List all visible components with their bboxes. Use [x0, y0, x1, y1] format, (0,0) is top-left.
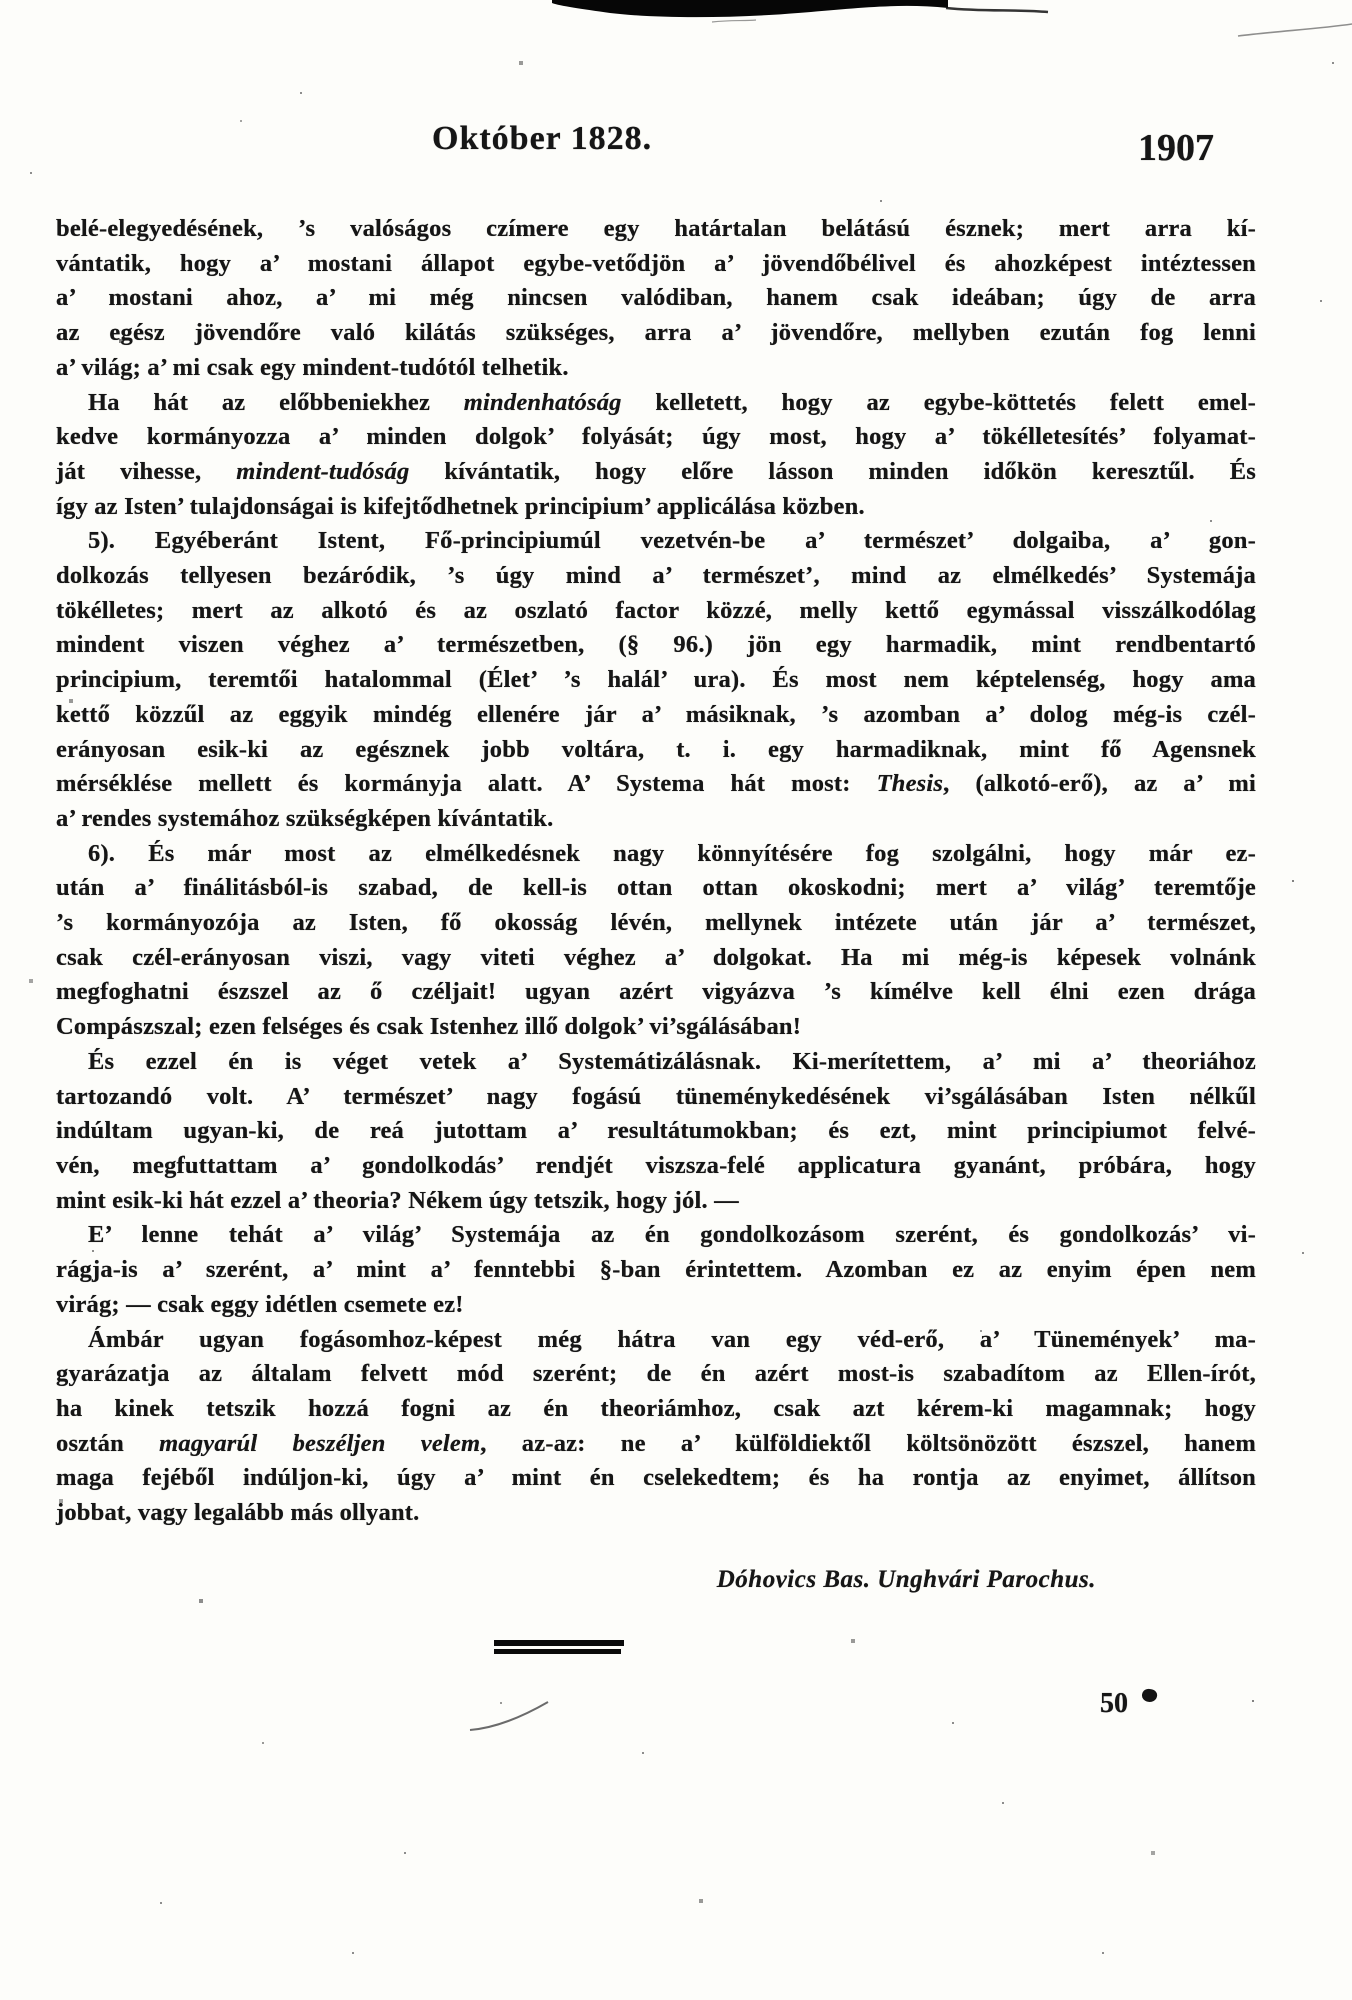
text-segment: gyarázatja az általam felvett mód szerént; de én azért most-is szabadítom az Ellen-írót, — [56, 1360, 1256, 1388]
text-line — [56, 698, 1256, 733]
text-line — [56, 1114, 1256, 1149]
text-line — [56, 420, 1256, 455]
text-line — [56, 1323, 1256, 1358]
text-line — [56, 1149, 1256, 1184]
paragraph — [56, 1045, 1256, 1219]
text-segment: ’s kormányozója az Isten, fő okosság lévén, mellynek intézete után jár a’ természet, — [56, 909, 1256, 937]
paragraph — [56, 386, 1256, 525]
text-segment: 6). És már most az elmélkedésnek nagy könnyítésére fog szolgálni, hogy már ez- — [88, 839, 1256, 867]
author-signature: Dóhovics Bas. Unghvári Parochus. — [716, 1566, 1096, 1593]
text-segment: kelletett, hogy az egybe-köttetés felett emel- — [621, 388, 1256, 416]
text-segment: E’ lenne tehát a’ világ’ Systemája az én gondolkozásom szerént, és gondolkozás’ vi- — [88, 1221, 1256, 1249]
text-segment: csak czél-erányosan viszi, vagy viteti véghez a’ dolgokat. Ha mi még-is képesek volnánk — [56, 943, 1256, 971]
text-line — [56, 1496, 1256, 1531]
text-segment: ját vihesse, — [56, 457, 237, 485]
text-segment: kettő közzűl az eggyik mindég ellenére jár a’ másiknak, ’s azomban a’ dolog még-is czél- — [56, 700, 1256, 728]
text-segment: tartozandó volt. A’ természet’ nagy fogású tüneménykedésének vi’sgálásában Isten nélkűl — [56, 1082, 1256, 1110]
text-line — [56, 455, 1256, 490]
text-segment: Compászszal; ezen felséges és csak Istenhez illő dolgok’ vi’sgálásában! — [56, 1013, 802, 1041]
page-number: 1907 — [1138, 127, 1214, 169]
end-of-article-rule — [494, 1640, 624, 1654]
rule-bar — [494, 1649, 621, 1654]
text-segment: a’ mostani ahoz, a’ mi még nincsen valódiban, hanem csak ideában; úgy de arra — [56, 284, 1256, 312]
text-line — [56, 490, 1256, 525]
paragraph — [56, 837, 1256, 1045]
text-segment: , az-az: ne a’ külföldiektől költsönözött észszel, hanem — [480, 1429, 1256, 1457]
paragraph — [56, 524, 1256, 836]
scan-artifact-swoosh — [0, 1690, 700, 1750]
paragraph — [56, 1323, 1256, 1531]
text-line — [56, 906, 1256, 941]
text-segment: belé-elegyedésének, ’s valóságos czímere egy határtalan belátású észnek; mert arra kí- — [56, 215, 1256, 242]
text-line — [56, 1427, 1256, 1462]
text-segment: vántatik, hogy a’ mostani állapot egybe-vetődjön a’ jövendőbélivel és ahozképest intéztessen — [56, 249, 1256, 277]
text-line — [56, 802, 1256, 837]
text-segment: Ha hát az előbbeniekhez — [88, 388, 464, 416]
italic-text-segment: Thesis — [876, 770, 944, 798]
text-segment: principium, teremtői hatalommal (Élet’ ’s halál’ ura). És most nem képtelenség, hogy ama — [56, 666, 1256, 694]
text-segment: erányosan esik-ki az egésznek jobb voltára, t. i. egy harmadiknak, mint fő Agensnek — [56, 735, 1256, 763]
text-segment: És ezzel én is véget vetek a’ Systemátizálásnak. Ki-merítettem, a’ mi a’ theoriához — [88, 1047, 1256, 1075]
text-segment: az egész jövendőre való kilátás szükséges, arra a’ jövendőre, mellyben ezután fog lenni — [56, 319, 1256, 347]
text-line — [56, 767, 1256, 802]
text-line — [56, 663, 1256, 698]
text-line — [56, 975, 1256, 1010]
text-line — [56, 559, 1256, 594]
text-segment: osztán — [56, 1429, 160, 1457]
ink-blob-icon — [1141, 1688, 1158, 1704]
sheet-number: 50 — [1100, 1688, 1128, 1719]
text-segment: így az Isten’ tulajdonságai is kifejtődhetnek principium’ applicálása közben. — [56, 492, 865, 520]
text-segment: 5). Egyéberánt Istent, Fő-principiumúl vezetvén-be a’ természet’ dolgaiba, a’ gon- — [88, 527, 1256, 555]
text-segment: mint esik-ki hát ezzel a’ theoria? Nékem úgy tetszik, hogy jól. — — [56, 1186, 739, 1214]
text-segment: mérséklése mellett és kormányja alatt. A’ Systema hát most: — [56, 770, 877, 798]
text-line — [56, 1461, 1256, 1496]
text-line — [56, 941, 1256, 976]
text-segment: mindent viszen véghez a’ természetben, (§ 96.) jön egy harmadik, mint rendbentartó — [56, 631, 1256, 659]
rule-bar — [494, 1640, 624, 1646]
scan-speckles — [0, 0, 2, 2]
text-line — [56, 281, 1256, 316]
text-segment: kívántatik, hogy előre lásson minden időkön keresztűl. És — [409, 457, 1257, 485]
text-line — [56, 871, 1256, 906]
text-line — [56, 1392, 1256, 1427]
sheet-signature-mark — [1100, 1688, 1157, 1720]
text-segment: jobbat, vagy legalább más ollyant. — [56, 1499, 420, 1527]
text-segment: a’ világ; a’ mi csak egy mindent-tudótól telhetik. — [56, 353, 569, 381]
text-line — [56, 351, 1256, 386]
italic-text-segment: mindent-tudóság — [236, 457, 410, 485]
text-segment: tökélletes; mert az alkotó és az oszlató factor közzé, melly kettő egymással visszálkodólag — [56, 596, 1256, 624]
text-line — [56, 1218, 1256, 1253]
text-segment: megfoghatni észszel az ő czéljait! ugyan azért vigyázva ’s kímélve kell élni ezen drága — [56, 978, 1256, 1006]
text-line — [56, 733, 1256, 768]
text-segment: , (alkotó-erő), az a’ mi — [943, 770, 1257, 798]
page-title: Október 1828. — [432, 120, 653, 157]
text-line — [56, 212, 1256, 247]
text-segment: dolkozás tellyesen bezáródik, ’s úgy mind a’ természet’, mind az elmélkedés’ Systemája — [56, 562, 1256, 590]
text-line — [56, 1253, 1256, 1288]
text-segment: maga fejéből indúljon-ki, úgy a’ mint én cselekedtem; és ha rontja az enyimet, állítson — [56, 1464, 1256, 1492]
scan-artifact-top-edge — [0, 0, 1352, 60]
text-segment: rágja-is a’ szerént, a’ mint a’ fenntebbi §-ban érintettem. Azomban ez az enyim épen nem — [56, 1256, 1256, 1284]
text-line — [56, 628, 1256, 663]
text-segment: virág; — csak eggy idétlen csemete ez! — [56, 1290, 464, 1318]
text-line — [56, 524, 1256, 559]
text-line — [56, 837, 1256, 872]
text-line — [56, 247, 1256, 282]
text-column — [56, 212, 1256, 1531]
paragraph — [56, 212, 1256, 386]
text-segment: vén, megfuttattam a’ gondolkodás’ rendjét viszsza-felé applicatura gyanánt, próbára, hogy — [56, 1151, 1256, 1179]
italic-text-segment: magyarúl beszéljen velem — [159, 1429, 481, 1457]
text-line — [56, 1045, 1256, 1080]
text-line — [56, 386, 1256, 421]
text-line — [56, 316, 1256, 351]
italic-text-segment: mindenhatóság — [463, 388, 622, 416]
text-segment: után a’ finálitásból-is szabad, de kell-is ottan ottan okoskodni; mert a’ világ’ teremtője — [56, 874, 1256, 902]
text-segment: indúltam ugyan-ki, de reá jutottam a’ resultátumokban; és ezt, mint principiumot felvé- — [56, 1117, 1256, 1145]
text-segment: kedve kormányozza a’ minden dolgok’ folyását; úgy most, hogy a’ tökélletesítés’ folyamat- — [56, 423, 1256, 451]
text-segment: a’ rendes systemához szükségképen kívántatik. — [56, 804, 554, 832]
paragraph — [56, 1218, 1256, 1322]
text-line — [56, 1184, 1256, 1219]
text-line — [56, 1288, 1256, 1323]
text-line — [56, 594, 1256, 629]
text-line — [56, 1357, 1256, 1392]
text-segment: ha kinek tetszik hozzá fogni az én theoriámhoz, csak azt kérem-ki magamnak; hogy — [56, 1394, 1256, 1422]
text-segment: Ámbár ugyan fogásomhoz-képest még hátra van egy véd-erő, a’ Tünemények’ ma- — [88, 1325, 1256, 1353]
text-line — [56, 1010, 1256, 1045]
text-line — [56, 1080, 1256, 1115]
